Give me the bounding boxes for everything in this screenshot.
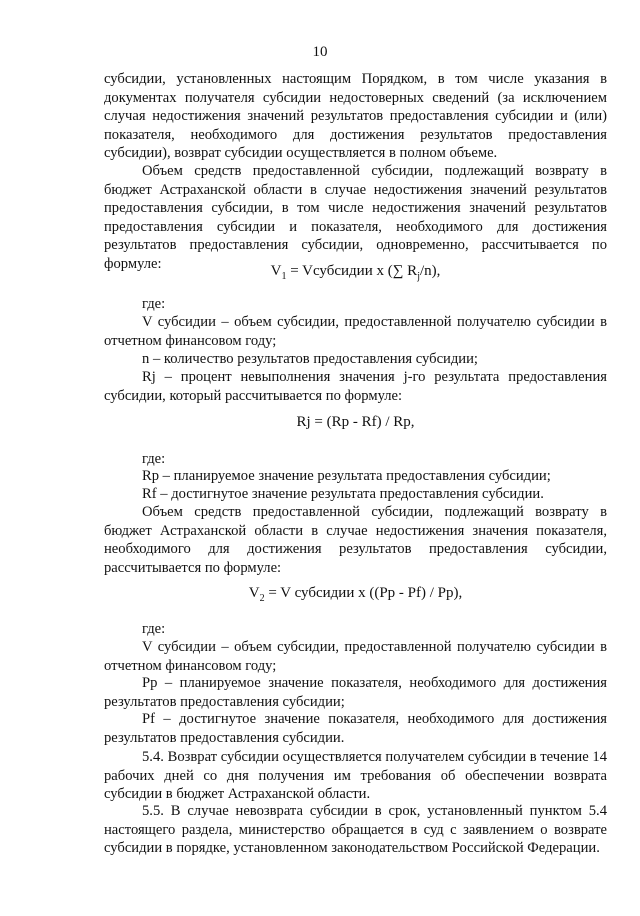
- paragraph-continuation: субсидии, установленных настоящим Порядком, в том числе указания в документах получателя субсидии недостоверных сведений (за исключением случая недостижения значений результатов предоставления субсидии и (или) показателя, необходимого для достижения результатов предоставления субсидии), возврат субсидии осуществляется в полном объеме.: [104, 71, 607, 161]
- definition-rj: Rj – процент невыполнения значения j-го результата предоставления субсидии, который рассчитывается по формуле:: [104, 369, 607, 404]
- definition-v-subsidy-2: V субсидии – объем субсидии, предоставленной получателю субсидии в отчетном финансовом году;: [104, 639, 607, 674]
- page-number: 10: [312, 44, 328, 60]
- definition-rf: Rf – достигнутое значение результата предоставления субсидии.: [142, 486, 544, 502]
- formula-v1-rhs-subscript: j: [417, 271, 420, 282]
- paragraph-5-4: 5.4. Возврат субсидии осуществляется получателем субсидии в течение 14 рабочих дней со дня получения им требования об обеспечении возврата субсидии в бюджет Астраханской области.: [104, 749, 607, 802]
- where-label: где:: [142, 451, 166, 467]
- formula-v2-rhs: = V субсидии x ((Pp - Pf) / Pp),: [264, 585, 463, 601]
- definition-pp: Pp – планируемое значение показателя, необходимого для достижения результатов предоставления субсидии;: [104, 675, 607, 710]
- paragraph-return-volume-1: Объем средств предоставленной субсидии, подлежащий возврату в бюджет Астраханской области в случае недостижения значений результатов предоставления субсидии, в том числе недостижения значений результатов предоставления субсидии и показателя, необходимого для достижения результатов предоставления субсидии, одновременно, рассчитывается по формуле:: [104, 163, 607, 272]
- formula-v2-lhs: V: [248, 585, 260, 601]
- formula-rj: Rj = (Rp - Rf) / Rp,: [296, 414, 415, 430]
- formula-v2-lhs-subscript: 2: [259, 593, 265, 604]
- where-label: где:: [142, 621, 166, 637]
- definition-n: n – количество результатов предоставления субсидии;: [142, 351, 478, 367]
- formula-v1-rhs-a: = Vсубсидии x (∑ R: [286, 263, 418, 279]
- definition-rp: Rp – планируемое значение результата предоставления субсидии;: [142, 468, 551, 484]
- paragraph-return-volume-2: Объем средств предоставленной субсидии, подлежащий возврату в бюджет Астраханской области в случае недостижения значения показателя, необходимого для достижения результатов предоставления субсидии, рассчитывается по формуле:: [104, 504, 607, 576]
- formula-v1-rhs-b: /n),: [419, 263, 441, 279]
- formula-v1-lhs: V: [270, 263, 282, 279]
- where-label: где:: [142, 296, 166, 312]
- formula-v1: [104, 262, 607, 281]
- paragraph-5-5: 5.5. В случае невозврата субсидии в срок, установленный пунктом 5.4 настоящего раздела, министерство обращается в суд с заявлением о возврате субсидии в порядке, установленном законодательством Российской Федерации.: [104, 803, 607, 856]
- definition-pf: Pf – достигнутое значение показателя, необходимого для достижения результатов предоставления субсидии.: [104, 711, 607, 746]
- formula-v2: [104, 584, 607, 603]
- definition-v-subsidy: V субсидии – объем субсидии, предоставленной получателю субсидии в отчетном финансовом году;: [104, 314, 607, 349]
- formula-v1-lhs-subscript: 1: [281, 271, 287, 282]
